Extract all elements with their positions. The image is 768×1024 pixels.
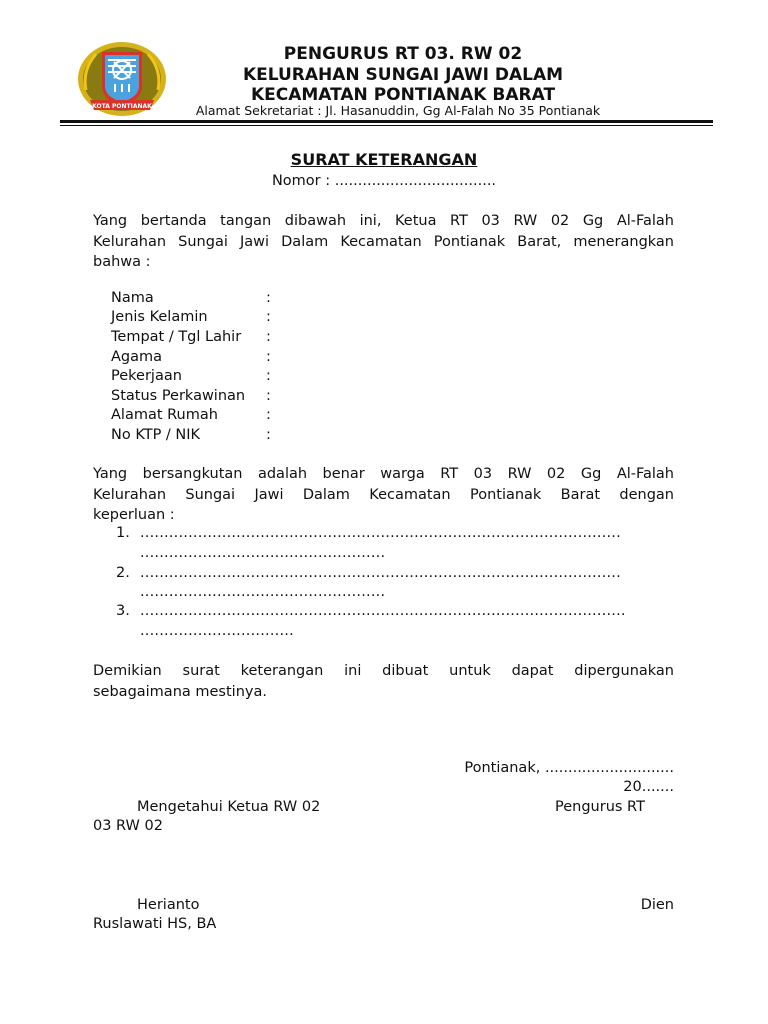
field-colon: : — [266, 388, 271, 404]
header-divider — [60, 120, 713, 123]
field-label-no-ktp-nik: No KTP / NIK — [111, 427, 201, 443]
org-name: PENGURUS RT 03. RW 02 — [283, 44, 523, 64]
list-blank-line: .................................................................................................... — [140, 565, 621, 581]
field-colon: : — [266, 368, 271, 384]
field-label-status-perkawinan: Status Perkawinan — [111, 388, 246, 404]
field-label-agama: Agama — [111, 349, 163, 365]
sign-left-title: Mengetahui Ketua RW 02 — [137, 799, 321, 815]
intro-paragraph — [93, 211, 674, 273]
list-blank-line: ..................................................................................................... — [140, 603, 626, 619]
field-colon: : — [266, 290, 271, 306]
place-date: Pontianak, ............................ — [464, 760, 674, 776]
field-label-tempat-tgl-lahir: Tempat / Tgl Lahir — [111, 329, 242, 345]
sign-right-name: Dien — [640, 897, 674, 913]
statement-line: Kelurahan Sungai Jawi Dalam Kecamatan Pontianak Barat dengan — [93, 486, 674, 503]
intro-line: Kelurahan Sungai Jawi Dalam Kecamatan Pontianak Barat, menerangkan — [93, 233, 674, 250]
closing-paragraph — [93, 661, 674, 702]
sign-right-title-cont: 03 RW 02 — [93, 818, 163, 834]
field-label-alamat-rumah: Alamat Rumah — [111, 407, 218, 423]
closing-line: Demikian surat keterangan ini dibuat untuk dapat dipergunakan — [93, 663, 674, 679]
field-colon: : — [266, 427, 271, 443]
header-divider-thin — [60, 125, 713, 126]
sign-left-name: Herianto — [137, 897, 200, 913]
sign-right-name-cont: Ruslawati HS, BA — [93, 916, 217, 932]
list-number: 1. — [116, 525, 130, 541]
field-colon: : — [266, 329, 271, 345]
list-blank-line: ................................................... — [140, 584, 386, 600]
emblem-icon — [76, 40, 168, 118]
address-line: Alamat Sekretariat : Jl. Hasanuddin, Gg Al-Falah No 35 Pontianak — [195, 103, 601, 118]
sign-right-title: Pengurus RT — [555, 799, 645, 815]
field-label-nama: Nama — [111, 290, 154, 306]
field-colon: : — [266, 349, 271, 365]
field-label-jenis-kelamin: Jenis Kelamin — [111, 309, 208, 325]
field-colon: : — [266, 407, 271, 423]
logo — [76, 40, 168, 118]
list-blank-line: ................................................... — [140, 545, 386, 561]
field-colon: : — [266, 309, 271, 325]
kelurahan-name: KELURAHAN SUNGAI JAWI DALAM — [242, 65, 564, 85]
list-blank-line: ................................ — [140, 623, 294, 639]
intro-line: bahwa : — [93, 254, 151, 270]
document-title: SURAT KETERANGAN — [290, 150, 478, 169]
closing-line: sebagaimana mestinya. — [93, 683, 267, 700]
field-label-pekerjaan: Pekerjaan — [111, 368, 182, 384]
year-line: 20....... — [623, 779, 674, 795]
list-number: 2. — [116, 565, 130, 581]
statement-line: Yang bersangkutan adalah benar warga RT 03 RW 02 Gg Al-Falah — [93, 466, 674, 482]
list-number: 3. — [116, 603, 130, 619]
kecamatan-name: KECAMATAN PONTIANAK BARAT — [250, 85, 556, 105]
document-number: Nomor : ................................... — [271, 173, 497, 189]
intro-line: Yang bertanda tangan dibawah ini, Ketua RT 03 RW 02 Gg Al-Falah — [93, 213, 674, 229]
statement-line: keperluan : — [93, 507, 175, 523]
statement-paragraph — [93, 464, 674, 526]
svg-text:KOTA PONTIANAK: KOTA PONTIANAK — [92, 103, 152, 110]
list-blank-line: .................................................................................................... — [140, 525, 621, 541]
